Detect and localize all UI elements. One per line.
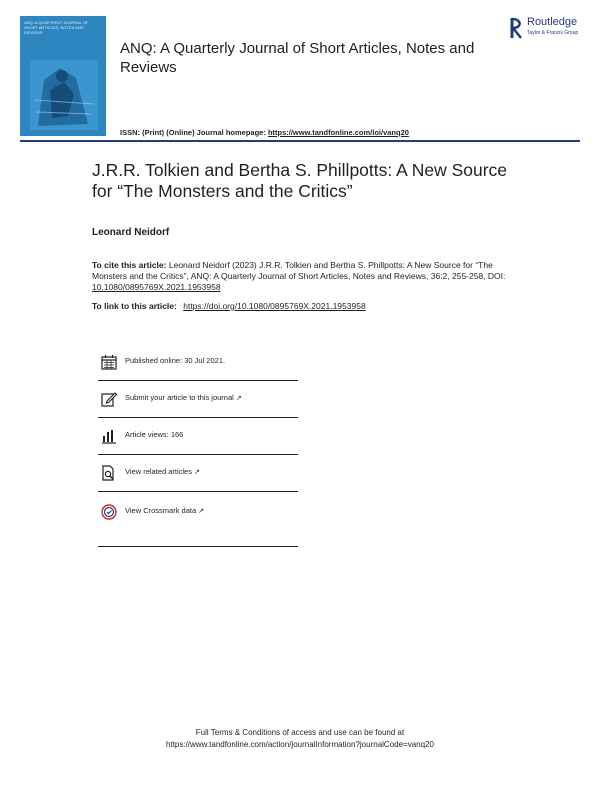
issn-line [120, 128, 409, 137]
article-views-row [98, 418, 298, 455]
submit-article-row[interactable] [98, 381, 298, 418]
cite-doi-link[interactable]: 10.1080/0895769X.2021.1953958 [92, 282, 221, 292]
cite-label: To cite this article: [92, 260, 167, 270]
crossmark-link[interactable] [125, 506, 204, 515]
publisher-name: Routledge [527, 16, 578, 28]
footer-terms-link[interactable]: https://www.tandfonline.com/action/journalInformation?journalCode=vanq20 [166, 740, 434, 749]
related-articles-label: View related articles [125, 467, 192, 476]
issn-label: ISSN: (Print) (Online) Journal homepage: [120, 128, 266, 137]
article-doi-link[interactable]: https://doi.org/10.1080/0895769X.2021.1953958 [183, 301, 366, 311]
external-link-icon: ↗ [198, 508, 205, 515]
crossmark-icon [101, 504, 117, 520]
published-online-text: Published online: 30 Jul 2021. [125, 356, 226, 365]
related-articles-link[interactable] [125, 467, 200, 476]
cover-title: ANQ: A QUARTERLY JOURNAL OF SHORT ARTICLES, NOTES AND REVIEWS [24, 20, 89, 35]
journal-homepage-link[interactable]: https://www.tandfonline.com/loi/vanq20 [267, 128, 409, 137]
bar-chart-icon [101, 428, 117, 444]
external-link-icon: ↗ [193, 469, 200, 476]
routledge-logo[interactable] [510, 16, 590, 44]
related-search-icon [101, 465, 117, 481]
citation-block [92, 260, 522, 293]
external-link-icon: ↗ [235, 395, 242, 402]
journal-cover [20, 16, 106, 136]
submit-article-label: Submit your article to this journal [125, 393, 234, 402]
author-name: Leonard Neidorf [92, 227, 170, 238]
footer-terms-text: Full Terms & Conditions of access and use can be found at [195, 728, 405, 737]
article-link-line [92, 301, 366, 311]
cite-text: Leonard Neidorf (2023) J.R.R. Tolkien and Bertha S. Phillpotts: A New Source for “The Monsters and the Critics”, ANQ: A Quarterly Journal of Short Articles, Notes and Reviews, 36:2, 255-258, DOI: [92, 260, 506, 281]
related-articles-row[interactable] [98, 455, 298, 492]
journal-title: ANQ: A Quarterly Journal of Short Articles, Notes and Reviews [120, 40, 475, 76]
header-divider [20, 140, 580, 142]
link-label: To link to this article: [92, 301, 177, 311]
publisher-tagline: Taylor & Francis Group [527, 30, 579, 36]
crossmark-row[interactable] [98, 492, 298, 547]
routledge-logo-icon [510, 16, 524, 40]
cover-illustration-icon [30, 60, 98, 130]
published-online-row [98, 344, 298, 381]
footer [0, 727, 600, 751]
submit-edit-icon [101, 391, 117, 407]
submit-article-link[interactable] [125, 393, 242, 402]
crossmark-label: View Crossmark data [125, 506, 197, 515]
article-views-text: Article views: 166 [125, 430, 184, 439]
calendar-icon [101, 354, 117, 370]
article-title: J.R.R. Tolkien and Bertha S. Phillpotts: A New Source for “The Monsters and the Critics” [92, 160, 508, 201]
